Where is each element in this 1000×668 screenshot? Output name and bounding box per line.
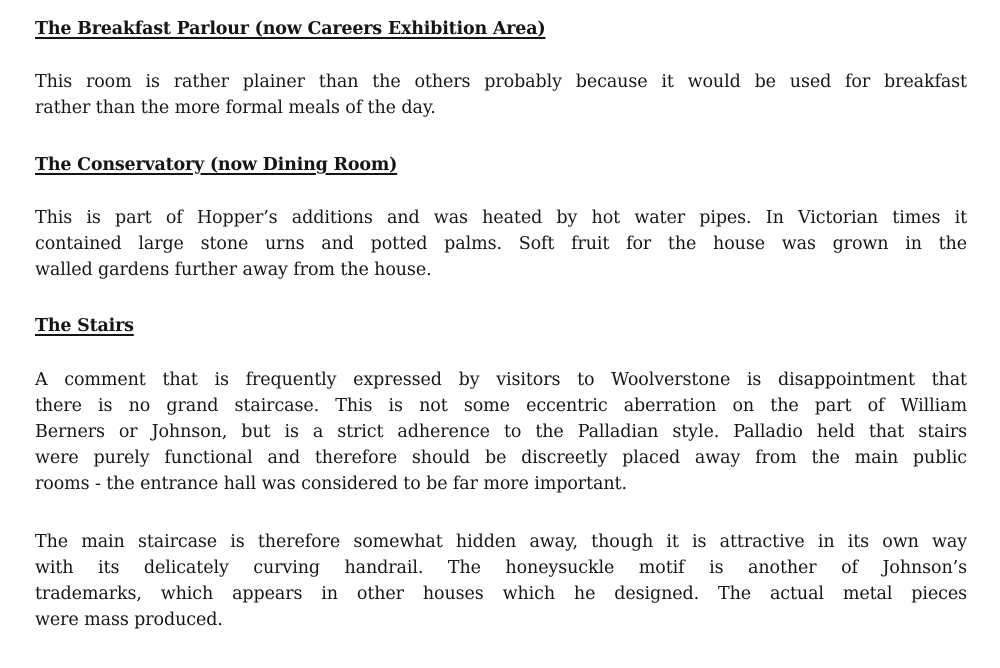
- paragraph-line: there is no grand staircase. This is not some eccentric aberration on the part of William: [35, 396, 967, 416]
- paragraph-stairs-1: [35, 367, 967, 497]
- paragraph-line: with its delicately curving handrail. The honeysuckle motif is another of Johnson’s: [35, 558, 967, 578]
- paragraph-line: trademarks, which appears in other houses which he designed. The actual metal pieces: [35, 584, 967, 604]
- paragraph-line: This room is rather plainer than the others probably because it would be used for breakfast: [35, 72, 967, 92]
- paragraph-line: contained large stone urns and potted palms. Soft fruit for the house was grown in the: [35, 234, 967, 254]
- paragraph-line: Berners or Johnson, but is a strict adherence to the Palladian style. Palladio held that stairs: [35, 422, 967, 442]
- paragraph-line: rather than the more formal meals of the day.: [35, 98, 436, 118]
- paragraph-line: A comment that is frequently expressed by visitors to Woolverstone is disappointment that: [35, 370, 967, 390]
- paragraph-line: This is part of Hopper’s additions and was heated by hot water pipes. In Victorian times it: [35, 208, 967, 228]
- paragraph-line: rooms - the entrance hall was considered to be far more important.: [35, 474, 627, 494]
- paragraph-line: walled gardens further away from the house.: [35, 260, 432, 280]
- paragraph-breakfast-parlour: [35, 69, 967, 121]
- paragraph-line: The main staircase is therefore somewhat hidden away, though it is attractive in its own way: [35, 532, 967, 552]
- paragraph-conservatory: [35, 205, 967, 283]
- paragraph-line: were mass produced.: [35, 610, 223, 630]
- heading-conservatory: The Conservatory (now Dining Room): [35, 155, 398, 175]
- heading-breakfast-parlour: The Breakfast Parlour (now Careers Exhibition Area): [35, 19, 546, 39]
- paragraph-stairs-2: [35, 529, 967, 633]
- heading-stairs: The Stairs: [35, 316, 134, 336]
- paragraph-line: were purely functional and therefore should be discreetly placed away from the main public: [35, 448, 967, 468]
